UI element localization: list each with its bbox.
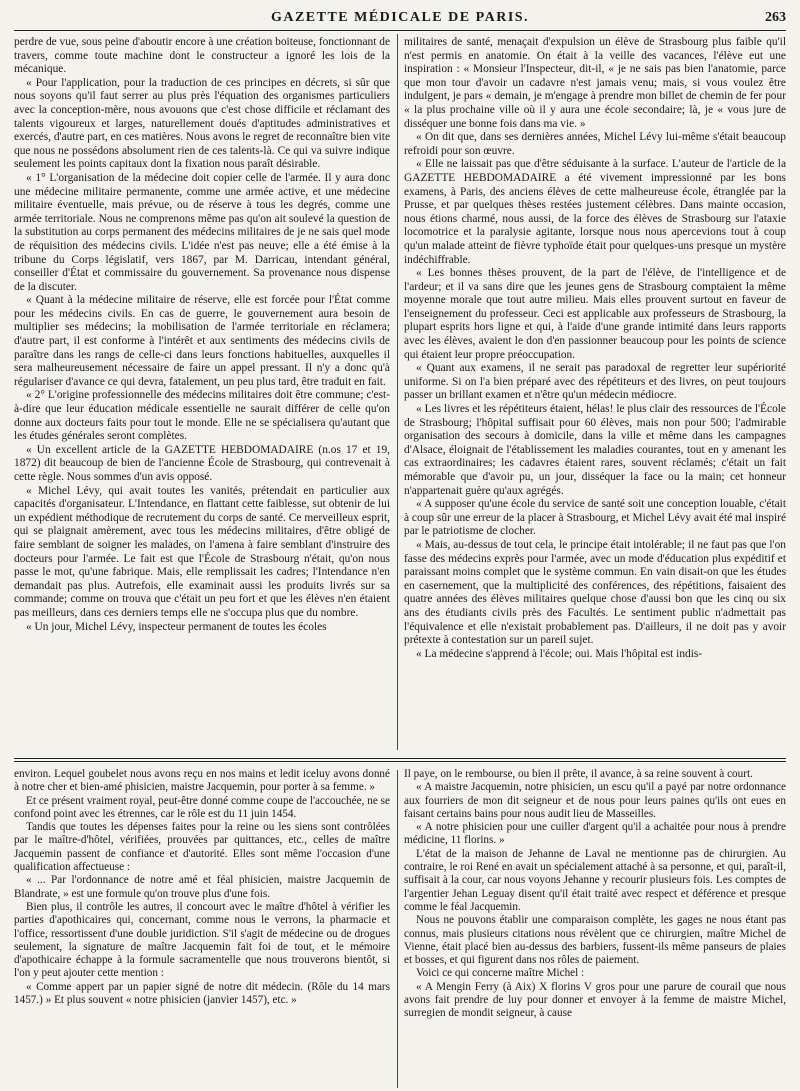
paragraph: « La médecine s'apprend à l'école; oui. Mais l'hôpital est indis-	[416, 647, 703, 660]
paragraph: « ... Par l'ordonnance de notre amé et féal phisicien, maistre Jacquemin de Blandrate, » est une formule qu'on trouve plus d'une fois.	[14, 874, 390, 900]
paragraph: perdre de vue, sous peine d'aboutir encore à une création boiteuse, fonctionnant de travers, comme toute machine dont le constructeur a ignoré les lois de la mécanique.	[14, 36, 390, 76]
paragraph: Et ce présent vraiment royal, peut-être donné comme coupe de l'accouchée, ne se confond point avec les étrennes, car le rôle est du 11 juin 1454.	[14, 794, 390, 820]
paragraph: « Elle ne laissait pas que d'être séduisante à la surface. L'auteur de l'article de la GAZETTE HEBDOMADAIRE a été vivement impressionné par les bons examens, à Paris, des anciens élèves de cette malheureuse école, étranglée par la Prusse, et par quelques thèses restées justement célèbres. Dans mainte occasion, nous étions charmé, nous aussi, de la force des élèves de Strasbourg sur l'ataxie locomotrice et la paralysie agitante, lorsque nous nous apercevions tout à coup qu'un malade atteint de fièvre typhoïde était pour quelques-uns presque un mystère indéchiffrable.	[404, 158, 786, 266]
paragraph: « Quant aux examens, il ne serait pas paradoxal de regretter leur supériorité uniforme. Si on l'a bien préparé avec des répétiteurs et des livres, on peut toujours passer un brillant examen et n'être qu'un médecin médiocre.	[404, 362, 786, 402]
paragraph: Nous ne pouvons établir une comparaison complète, les gages ne nous étant pas connus, mais plusieurs citations nous révèlent que ce chirurgien, maître Michel de Vienne, était placé bien au-dessus des barbiers, fussent-ils même panseurs de plaies et bosses, et qui figurent dans nos rôles de paiement.	[404, 914, 786, 967]
page-number: 263	[765, 10, 786, 25]
paragraph: « Mais, au-dessus de tout cela, le principe était intolérable; il ne faut pas que l'on fasse des médecins exprès pour l'armée, avec un mode d'éducation plus expéditif et paraissant moins complet que le système commun. En vain disait-on que les études en casernement, que la multiplicité des conférences, des répétitions, faisaient des quatre années des élèves militaires quelque chose d'aussi bon que les cinq ou six ans des étudiants civils près des Facultés. Le sentiment public n'admettait pas l'équivalence et elle n'existait probablement pas. D'ailleurs, il ne doit pas y avoir prétexte à contestation sur un pareil sujet.	[404, 538, 786, 647]
paragraph: « Un excellent article de la GAZETTE HEBDOMADAIRE (n.os 17 et 19, 1872) dit beaucoup de bien de l'ancienne École de Strasbourg, qui contrevenait à cette règle. Nous sommes d'un avis opposé.	[14, 443, 390, 483]
paragraph: environ. Lequel goubelet nous avons reçu en nos mains et ledit iceluy avons donné à notre cher et bien-amé phisicien, maistre Jacquemin, pour porter à sa femme. »	[14, 768, 390, 794]
paragraph: « On dit que, dans ses dernières années, Michel Lévy lui-même s'était beaucoup refroidi pour son œuvre.	[404, 131, 786, 157]
feuilleton-column-right	[404, 768, 786, 1088]
journal-title: GAZETTE MÉDICALE DE PARIS.	[270, 10, 530, 25]
header-rule	[14, 30, 786, 31]
paragraph: Tandis que toutes les dépenses faites pour la reine ou les siens sont contrôlées par le maître-d'hôtel, vérifiées, prouvées par quittances, etc., celles de maître Jacquemin passent de confiance et d'autorité. Elles sont même l'occasion d'une qualification affectueuse :	[14, 821, 390, 874]
paragraph: militaires de santé, menaçait d'expulsion un élève de Strasbourg plus faible qu'il n'est permis en anatomie. On était à la veille des vacances, l'élève eut une inspiration : « Monsieur l'Inspecteur, dit-il, « je ne sais pas bien l'anatomie, parce que mon tour d'avoir un cadavre n'est jamais venu; mais, si vous voulez être indulgent, je pars « demain, je m'engage à prendre mon billet de chemin de fer pour « la plus prochaine ville où il y aura une école secondaire; là, je « vous jure de disséquer une bonne fois dans ma vie. »	[404, 36, 786, 130]
column-divider-bottom	[397, 770, 398, 1088]
paragraph: « 1° L'organisation de la médecine doit copier celle de l'armée. Il y aura donc une médecine militaire permanente, comme une armée active, et une médecine militaire éventuelle, mais prévue, ou de réserve à tous les degrés, comme une armée territoriale. Nous ne comprenons même pas qu'on ait soulevé la question de la substitution au corps permanent des médecins militaires de je ne sais quel mode de réquisition des médecins civils. L'idée n'est pas neuve; elle a été émise à la tribune du Corps législatif, vers 1867, par M. Darricau, intendant général, conseiller d'État et commissaire du gouvernement. Sa provenance nous dispense de la discuter.	[14, 171, 390, 293]
paragraph: Voici ce qui concerne maître Michel :	[416, 967, 585, 980]
paragraph: « Un jour, Michel Lévy, inspecteur permanent de toutes les écoles	[26, 620, 327, 633]
feuilleton-rule-thin	[14, 761, 786, 762]
column-divider-top	[397, 34, 398, 750]
article-column-right	[404, 36, 786, 750]
feuilleton-column-left	[14, 768, 390, 1088]
paragraph: « A supposer qu'une école du service de santé soit une conception louable, c'était à coup sûr une erreur de la placer à Strasbourg, et Michel Lévy avait été mal inspiré par le patriotisme de clocher.	[404, 498, 786, 538]
paragraph: « 2° L'origine professionnelle des médecins militaires doit être commune; c'est-à-dire que leur éducation médicale essentielle ne saurait différer de celle qu'on donne aux docteurs faits pour tout le monde. Elle ne se spécialisera qu'autant que les études générales seront complètes.	[14, 389, 390, 443]
paragraph: « Pour l'application, pour la traduction de ces principes en décrets, si sûr que nous soyons qu'il faut serrer au plus près l'équation des organismes particuliers avec la conception-mère, nous avouons que c'est chose difficile et réclamant des talents vigoureux et larges, naturellement doués d'aptitudes administratives et exercés, d'autre part, en ces matières. Nous avons le regret de reconnaître bien vite que nous ne possédons absolument rien de ces talents-là. Ce qui va suivre indique seulement les points capitaux dont la fixation nous paraît désirable.	[14, 76, 390, 171]
paragraph: « A Mengin Ferry (à Aix) X florins V gros pour une parure de courail que nous avons fait prendre de luy pour donner et envoyer à la femme de maistre Michel, surregien de mondit seigneur, à cause	[404, 980, 786, 1020]
article-column-left	[14, 36, 390, 750]
paragraph: L'état de la maison de Jehanne de Laval ne mentionne pas de chirurgien. Au contraire, le roi René en avait un spécialement attaché à sa personne, et qui, paraît-il, suffisait à la cour, car nous voyons Jehanne y recourir plusieurs fois. Les comptes de l'argentier Jehan Leguay disent qu'il était traité avec respect et déférence et presque comme le féal Jacquemin.	[404, 847, 786, 913]
paragraph: « Comme appert par un papier signé de notre dit médecin. (Rôle du 14 mars 1457.) » Et plus souvent « notre phisicien (janvier 1457), etc. »	[14, 980, 390, 1007]
paragraph: « Quant à la médecine militaire de réserve, elle est forcée pour l'État comme pour les médecins civils. En cas de guerre, le gouvernement aura besoin de multiplier ses médecins; la mobilisation de l'armée territoriale en réclamera; d'autre part, il est conforme à l'intérêt et aux sentiments des médecins civils de paraître dans les rangs de celle-ci dans leurs fonctions habituelles, auxquelles il sera malheureusement nécessaire de faire un appel pressant. Il n'y a donc qu'à régulariser d'avance ce qui devra, fatalement, un peu plus tard, être traduit en fait.	[14, 294, 390, 388]
paragraph: « A maistre Jacquemin, notre phisicien, un escu qu'il a payé par notre ordonnance aux fourriers de mon dit seigneur et de nous pour leurs paines qu'ils ont eues en faisant certains bains pour nous audit lieu de Masseilles.	[404, 781, 786, 820]
page-header	[0, 0, 800, 28]
paragraph: « Les livres et les répétiteurs étaient, hélas! le plus clair des ressources de l'École de Strasbourg; l'hôpital suffisait pour 60 élèves, mais non pour 500; l'admirable organisation des secours à domicile, dans la ville et même dans les campagnes d'Alsace, éloignait de l'établissement les maladies courantes, tout en y amenant les cas extraordinaires; les cadavres étaient rares, souvent réclamés; c'était un fait mémorable que d'avoir pu, un jour, disséquer la face ou la main; cet honneur n'appartenait guère qu'aux agrégés.	[404, 403, 786, 497]
paragraph: Il paye, on le rembourse, ou bien il prête, il avance, à sa reine souvent à court.	[404, 768, 753, 780]
paragraph: « Les bonnes thèses prouvent, de la part de l'élève, de l'intelligence et de l'ardeur; et il va sans dire que les jeunes gens de Strasbourg comptaient la même moyenne morale que tout autre milieu. Mais elles prouvent surtout en faveur de l'enseignement du professeur. Ceci est applicable aux professeurs de Strasbourg, la plupart esprits hors ligne et qui, à l'aide d'une grande intimité dans leurs rapports avec les élèves, avaient le don d'en passionner beaucoup pour les points de science qui étaient leur propre préoccupation.	[404, 267, 786, 361]
paragraph: Bien plus, il contrôle les autres, il concourt avec le maître d'hôtel à vérifier les parties d'apothicaires qui, concernant, comme nous le verrons, la pharmacie et l'office, ressortissent d'une double juridiction. S'il s'agit de médecine ou de drogues seulement, la signature de maître Jacquemin fait foi de tout, et le mémoire d'apothicaire échappe à la formule sacramentelle que nous trouverons bientôt, si l'on y peut ajouter cette mention :	[14, 900, 390, 980]
feuilleton-rule	[14, 758, 786, 759]
paragraph: « A notre phisicien pour une cuiller d'argent qu'il a achaitée pour nous à prendre médicine, 11 florins. »	[404, 821, 786, 847]
paragraph: « Michel Lévy, qui avait toutes les vanités, prétendait en particulier aux capacités d'organisateur. L'Intendance, en flattant cette faiblesse, sut obtenir de lui un expédient méthodique de recrutement du corps de santé. Ce merveilleux esprit, qui se plaignait amèrement, avec tous les médecins militaires, d'être obligé de faire semblant de soigner les malades, on l'amena à faire semblant d'instruire des docteurs pour l'armée. Le fait est que l'École de Strasbourg n'était, qu'on nous passe le mot, qu'une fabrique. Mais, elle remplissait les cadres; l'Intendance n'en demandait pas plus. Autrefois, elle examinait aussi les produits livrés sur sa commande; comme on trouva que c'était un peu fort et que les élèves n'en étaient pas meilleurs, dans ces derniers temps elle ne s'occupa plus que du nombre.	[14, 484, 390, 619]
